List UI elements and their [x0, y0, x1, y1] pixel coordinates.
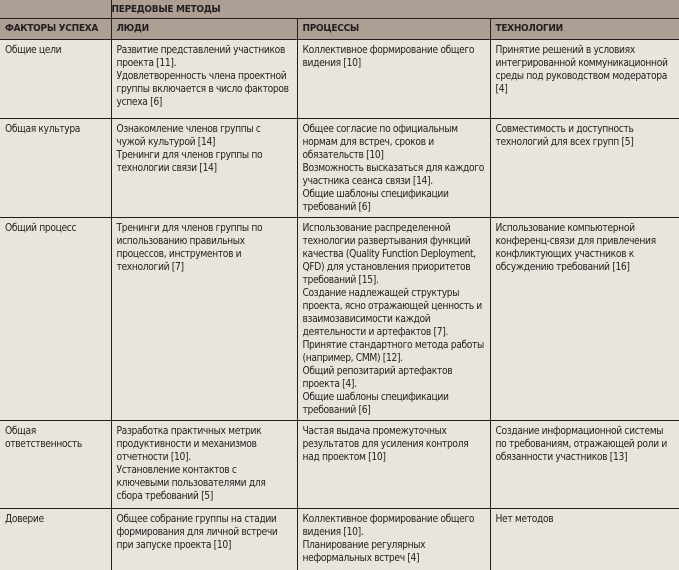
- table-row: [0, 40, 679, 119]
- table-row: [0, 119, 679, 218]
- people-cell: [111, 421, 297, 509]
- practice-item: Нет методов: [496, 513, 675, 526]
- practice-item: Совместимость и доступность технологий для всех групп [5]: [496, 123, 675, 149]
- practice-item: Тренинги для членов группы по использованию правильных процессов, инструментов и технологий [7]: [117, 222, 292, 274]
- practice-item: Установление контактов с ключевыми пользователями для сбора требований [5]: [117, 464, 292, 503]
- column-header-processes: ПРОЦЕССЫ: [297, 19, 490, 40]
- technologies-cell: [490, 119, 679, 218]
- practice-item: Ознакомление членов группы с чужой культурой [14]: [117, 123, 292, 149]
- practice-item: Принятие решений в условиях интегрированной коммуникационной среды под руководством модератора [4]: [496, 44, 675, 96]
- practice-item: Коллективное формирование общего видения [10].: [303, 513, 485, 539]
- factor-cell: Общая ответственность: [0, 421, 111, 509]
- practice-item: Развитие представлений участников проекта [11].: [117, 44, 292, 70]
- practice-item: Использование компьютерной конференц-связи для привлечения конфликтующих участников к обсуждению требований [16]: [496, 222, 675, 274]
- practice-item: Общий репозитарий артефактов проекта [4].: [303, 365, 485, 391]
- group-header-row: [0, 0, 679, 19]
- practice-item: Тренинги для членов группы по технологии связи [14]: [117, 149, 292, 175]
- people-cell: [111, 218, 297, 421]
- people-cell: [111, 40, 297, 119]
- column-header-people: ЛЮДИ: [111, 19, 297, 40]
- practice-item: Общие шаблоны спецификации требований [6]: [303, 188, 485, 214]
- group-header-best-practices: ПЕРЕДОВЫЕ МЕТОДЫ: [111, 0, 679, 19]
- factor-cell: Доверие: [0, 509, 111, 570]
- people-cell: [111, 509, 297, 570]
- practice-item: Разработка практичных метрик продуктивности и механизмов отчетности [10].: [117, 425, 292, 464]
- practice-item: Использование распределенной технологии развертывания функций качества (Quality Function Deployment, QFD) для установления приоритетов требований [15].: [303, 222, 485, 287]
- practice-item: Общие шаблоны спецификации требований [6]: [303, 391, 485, 417]
- technologies-cell: [490, 218, 679, 421]
- technologies-cell: [490, 509, 679, 570]
- practice-item: Создание надлежащей структуры проекта, ясно отражающей ценность и взаимозависимости каждой деятельности и артефактов [7].: [303, 287, 485, 339]
- processes-cell: [297, 218, 490, 421]
- practice-item: Планирование регулярных неформальных встреч [4]: [303, 539, 485, 565]
- practice-item: Возможность высказаться для каждого участника сеанса связи [14].: [303, 162, 485, 188]
- practice-item: Удовлетворенность члена проектной группы включается в число факторов успеха [6]: [117, 70, 292, 109]
- practice-item: Коллективное формирование общего видения [10]: [303, 44, 485, 70]
- technologies-cell: [490, 40, 679, 119]
- column-header-factors: ФАКТОРЫ УСПЕХА: [0, 19, 111, 40]
- practice-item: Общее согласие по официальным нормам для встреч, сроков и обязательств [10]: [303, 123, 485, 162]
- processes-cell: [297, 421, 490, 509]
- practice-item: Создание информационной системы по требованиям, отражающей роли и обязанности участников [13]: [496, 425, 675, 464]
- column-header-technologies: ТЕХНОЛОГИИ: [490, 19, 679, 40]
- table-row: [0, 421, 679, 509]
- factor-cell: Общий процесс: [0, 218, 111, 421]
- column-header-row: [0, 19, 679, 40]
- factor-cell: Общие цели: [0, 40, 111, 119]
- group-header-blank: [0, 0, 111, 19]
- practice-item: Принятие стандартного метода работы (например, CMM) [12].: [303, 339, 485, 365]
- processes-cell: [297, 40, 490, 119]
- processes-cell: [297, 119, 490, 218]
- practice-item: Общее собрание группы на стадии формирования для личной встречи при запуске проекта [10]: [117, 513, 292, 552]
- table-row: [0, 218, 679, 421]
- processes-cell: [297, 509, 490, 570]
- people-cell: [111, 119, 297, 218]
- table-row: [0, 509, 679, 570]
- factor-cell: Общая культура: [0, 119, 111, 218]
- technologies-cell: [490, 421, 679, 509]
- practice-item: Частая выдача промежуточных результатов для усиления контроля над проектом [10]: [303, 425, 485, 464]
